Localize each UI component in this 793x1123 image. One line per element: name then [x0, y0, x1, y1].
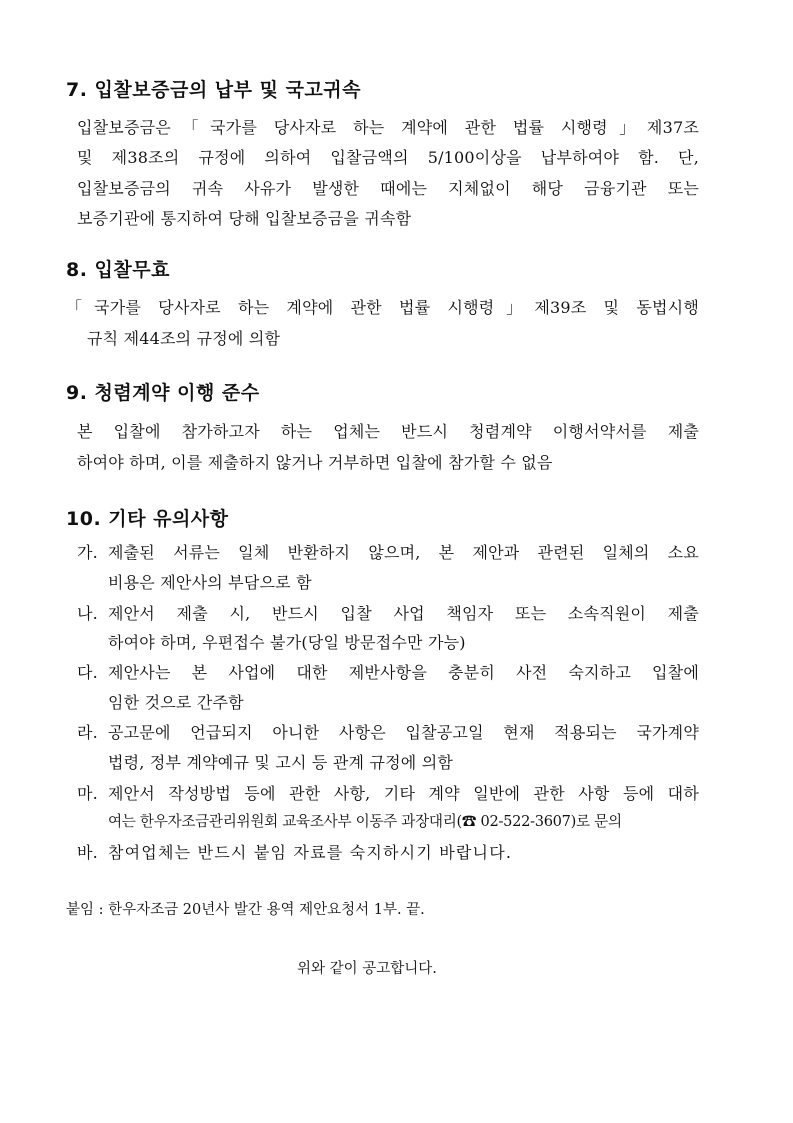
- item-ma-mark: 마.: [77, 784, 98, 803]
- section-9-line-2: 하여야 하며, 이를 제출하지 않거나 거부하면 입찰에 참가할 수 없음: [77, 453, 553, 472]
- item-ra-mark: 라.: [77, 723, 98, 742]
- section-10-title: 10. 기타 유의사항: [66, 508, 229, 530]
- item-na-line-1: 제안서 제출 시, 반드시 입찰 사업 책임자 또는 소속직원이 제출: [108, 604, 699, 623]
- section-8-line-2: 규칙 제44조의 규정에 의함: [87, 329, 281, 348]
- item-ma-line-2: 여는 한우자조금관리위원회 교육조사부 이동주 과장대리(☎ 02-522-3607)로 문의: [108, 813, 622, 830]
- closing-statement: 위와 같이 공고합니다.: [297, 961, 437, 977]
- attachment-note: 붙임 : 한우자조금 20년사 발간 용역 제안요청서 1부. 끝.: [66, 902, 425, 918]
- item-ga-line-2: 비용은 제안사의 부담으로 함: [108, 573, 312, 592]
- section-9-title: 9. 청렴계약 이행 준수: [66, 382, 260, 404]
- item-ga-line-1: 제출된 서류는 일체 반환하지 않으며, 본 제안과 관련된 일체의 소요: [108, 543, 699, 562]
- section-7-line-1: 입찰보증금은「국가를 당사자로 하는 계약에 관한 법률 시행령」제37조: [77, 118, 699, 137]
- section-7-title: 7. 입찰보증금의 납부 및 국고귀속: [66, 79, 361, 101]
- item-ra-line-2: 법령, 정부 계약예규 및 고시 등 관계 규정에 의함: [108, 753, 454, 772]
- section-8-title: 8. 입찰무효: [66, 259, 170, 281]
- section-9-line-1: 본 입찰에 참가하고자 하는 업체는 반드시 청렴계약 이행서약서를 제출: [77, 422, 699, 441]
- item-ma-line-1: 제안서 작성방법 등에 관한 사항, 기타 계약 일반에 관한 사항 등에 대하: [108, 784, 699, 803]
- item-da-line-2: 임한 것으로 간주함: [108, 693, 244, 712]
- item-ba-line-1: 참여업체는 반드시 붙임 자료를 숙지하시기 바랍니다.: [108, 843, 513, 862]
- item-da-line-1: 제안사는 본 사업에 대한 제반사항을 충분히 사전 숙지하고 입찰에: [108, 663, 699, 682]
- item-na-line-2: 하여야 하며, 우편접수 불가(당일 방문접수만 가능): [108, 633, 466, 652]
- item-ba-mark: 바.: [77, 843, 98, 862]
- item-na-mark: 나.: [77, 604, 98, 623]
- section-7-line-2: 및 제38조의 규정에 의하여 입찰금액의 5/100이상을 납부하여야 함. 단,: [77, 148, 699, 167]
- item-da-mark: 다.: [77, 663, 98, 682]
- item-ga-mark: 가.: [77, 543, 98, 562]
- item-ra-line-1: 공고문에 언급되지 아니한 사항은 입찰공고일 현재 적용되는 국가계약: [108, 723, 699, 742]
- section-8-line-1: 「국가를 당사자로 하는 계약에 관한 법률 시행령」제39조 및 동법시행: [66, 298, 699, 317]
- section-7-line-4: 보증기관에 통지하여 당해 입찰보증금을 귀속함: [77, 209, 412, 228]
- section-7-line-3: 입찰보증금의 귀속 사유가 발생한 때에는 지체없이 해당 금융기관 또는: [77, 179, 699, 198]
